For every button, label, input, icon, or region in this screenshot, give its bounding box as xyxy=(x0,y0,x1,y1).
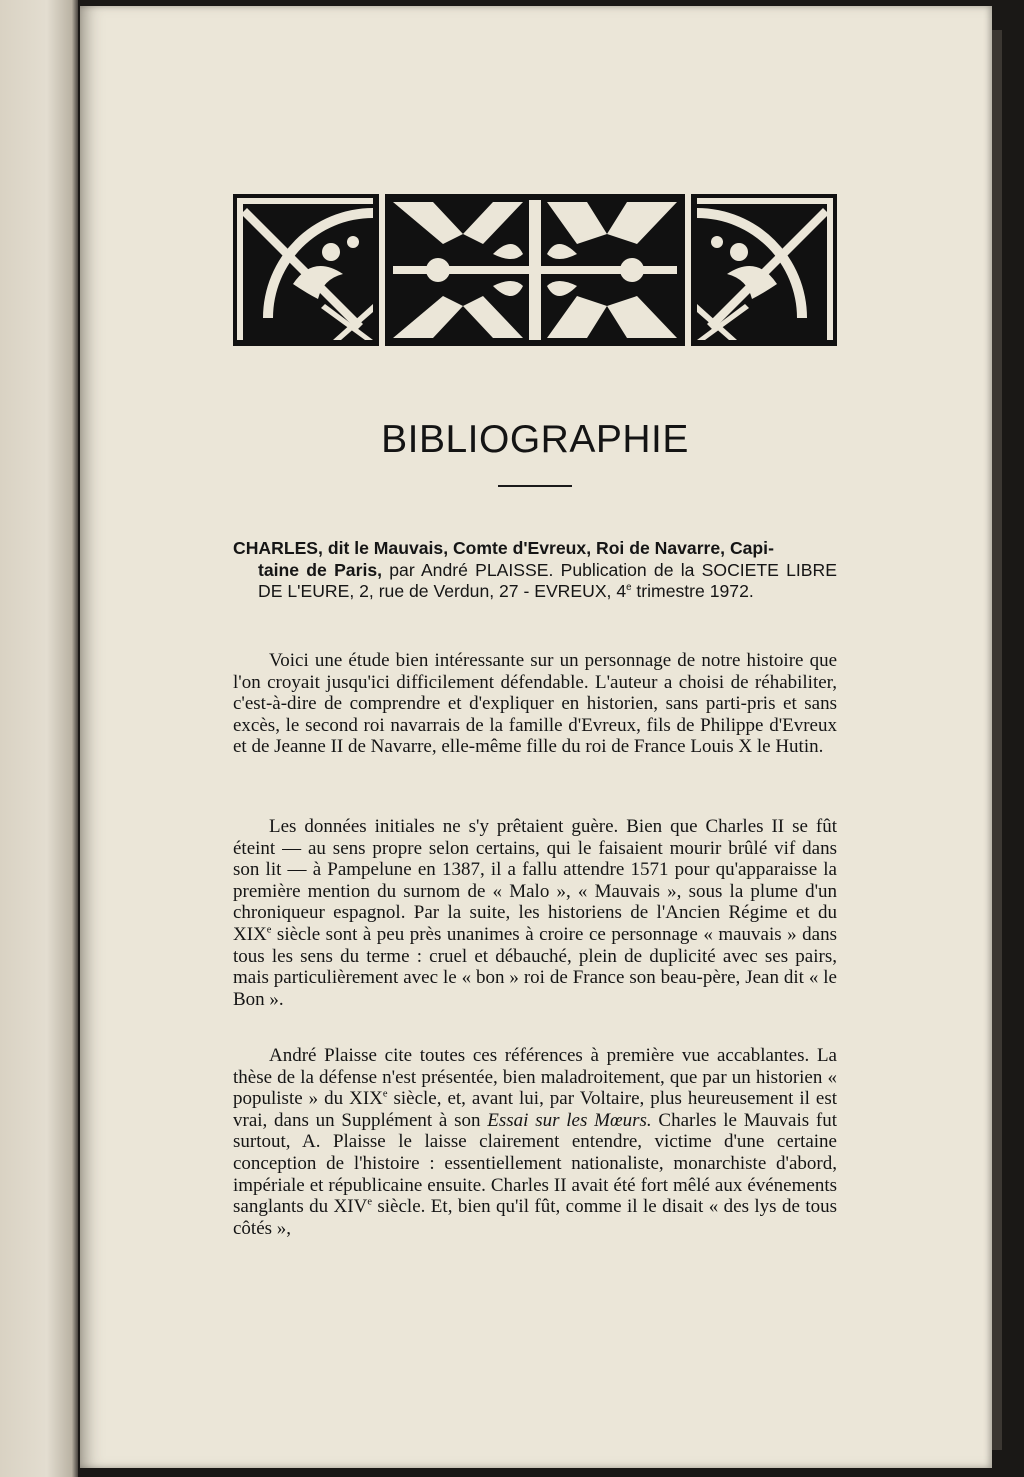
page-edge-shadow xyxy=(992,30,1002,1450)
entry-sup: e xyxy=(626,582,632,594)
paragraph-3-sup-2: e xyxy=(367,1196,372,1208)
paragraph-3-sup-1: e xyxy=(382,1088,388,1100)
paragraph-2-text-b: siècle sont à peu près unanimes à croire ce personnage « mauvais » dans tous les sens du terme : cruel et débauché, plein de duplicité avec ses pairs, mais particulièrement avec le « bon » roi de France son beau-père, Jean dit « le Bon ». xyxy=(233,923,837,1010)
bibliography-entry xyxy=(233,538,837,603)
title-rule xyxy=(498,485,572,487)
entry-date: trimestre 1972. xyxy=(631,581,754,602)
paragraph-2-sup: e xyxy=(266,924,272,936)
entry-publication: par André PLAISSE. Publication de la SOCIETE LIBRE DE L'EURE, 2, rue de Verdun, 27 - EVREUX, 4 xyxy=(258,559,837,602)
paragraph-1: Voici une étude bien intéressante sur un personnage de notre histoire que l'on croyait jusqu'ici difficilement défendable. L'auteur a choisi de réhabiliter, c'est-à-dire de comprendre et d'expliquer en historien, sans parti-pris et sans excès, le second roi navarrais de la famille d'Evreux, fils de Philippe d'Evreux et de Jeanne II de Navarre, elle-même fille du roi de France Louis X le Hutin. xyxy=(233,650,837,758)
paragraph-3-text-d: siècle. Et, bien qu'il fût, comme il le disait « des lys de tous côtés », xyxy=(233,1196,837,1239)
paragraph-3-text-b: siècle, et, avant lui, par Voltaire, plus heureusement il est vrai, dans un Supplément à son xyxy=(233,1088,838,1131)
paragraph-2 xyxy=(233,816,837,1010)
decorative-ornament-band xyxy=(233,194,837,346)
facing-page-edge xyxy=(0,0,78,1477)
entry-heading-cont: taine de Paris, xyxy=(258,559,383,580)
paragraph-2-text-a: Les données initiales ne s'y prêtaient guère. Bien que Charles II se fût éteint — au sens propre selon certains, qui le faisaient mourir brûlé vif dans son lit — à Pampelune en 1387, il a fallu attendre 1571 pour qu'apparaisse la première mention du surnom de « Malo », « Mauvais », sous la plume d'un chroniqueur espagnol. Par la suite, les historiens de l'Ancien Régime et du XIX xyxy=(233,816,837,945)
entry-heading: CHARLES, dit le Mauvais, Comte d'Evreux, Roi de Navarre, Capi- xyxy=(233,538,774,558)
paragraph-3-text-c: Charles le Mauvais fut surtout, A. Plaisse le laisse clairement entendre, victime d'une certaine conception de l'histoire : essentiellement nationaliste, monarchiste d'abord, impériale et républicaine ensuite. Charles II avait été fort mêlé aux événements sanglants du XIV xyxy=(233,1109,838,1218)
paragraph-3-italic: Essai sur les Mœurs. xyxy=(487,1109,652,1131)
paragraph-3 xyxy=(233,1045,837,1239)
entry-continuation xyxy=(233,560,837,603)
paragraph-3-text-a: André Plaisse cite toutes ces références à première vue accablantes. La thèse de la défense n'est présentée, bien maladroitement, que par un historien « populiste » du XIX xyxy=(233,1045,837,1110)
page-title: BIBLIOGRAPHIE xyxy=(381,418,689,461)
